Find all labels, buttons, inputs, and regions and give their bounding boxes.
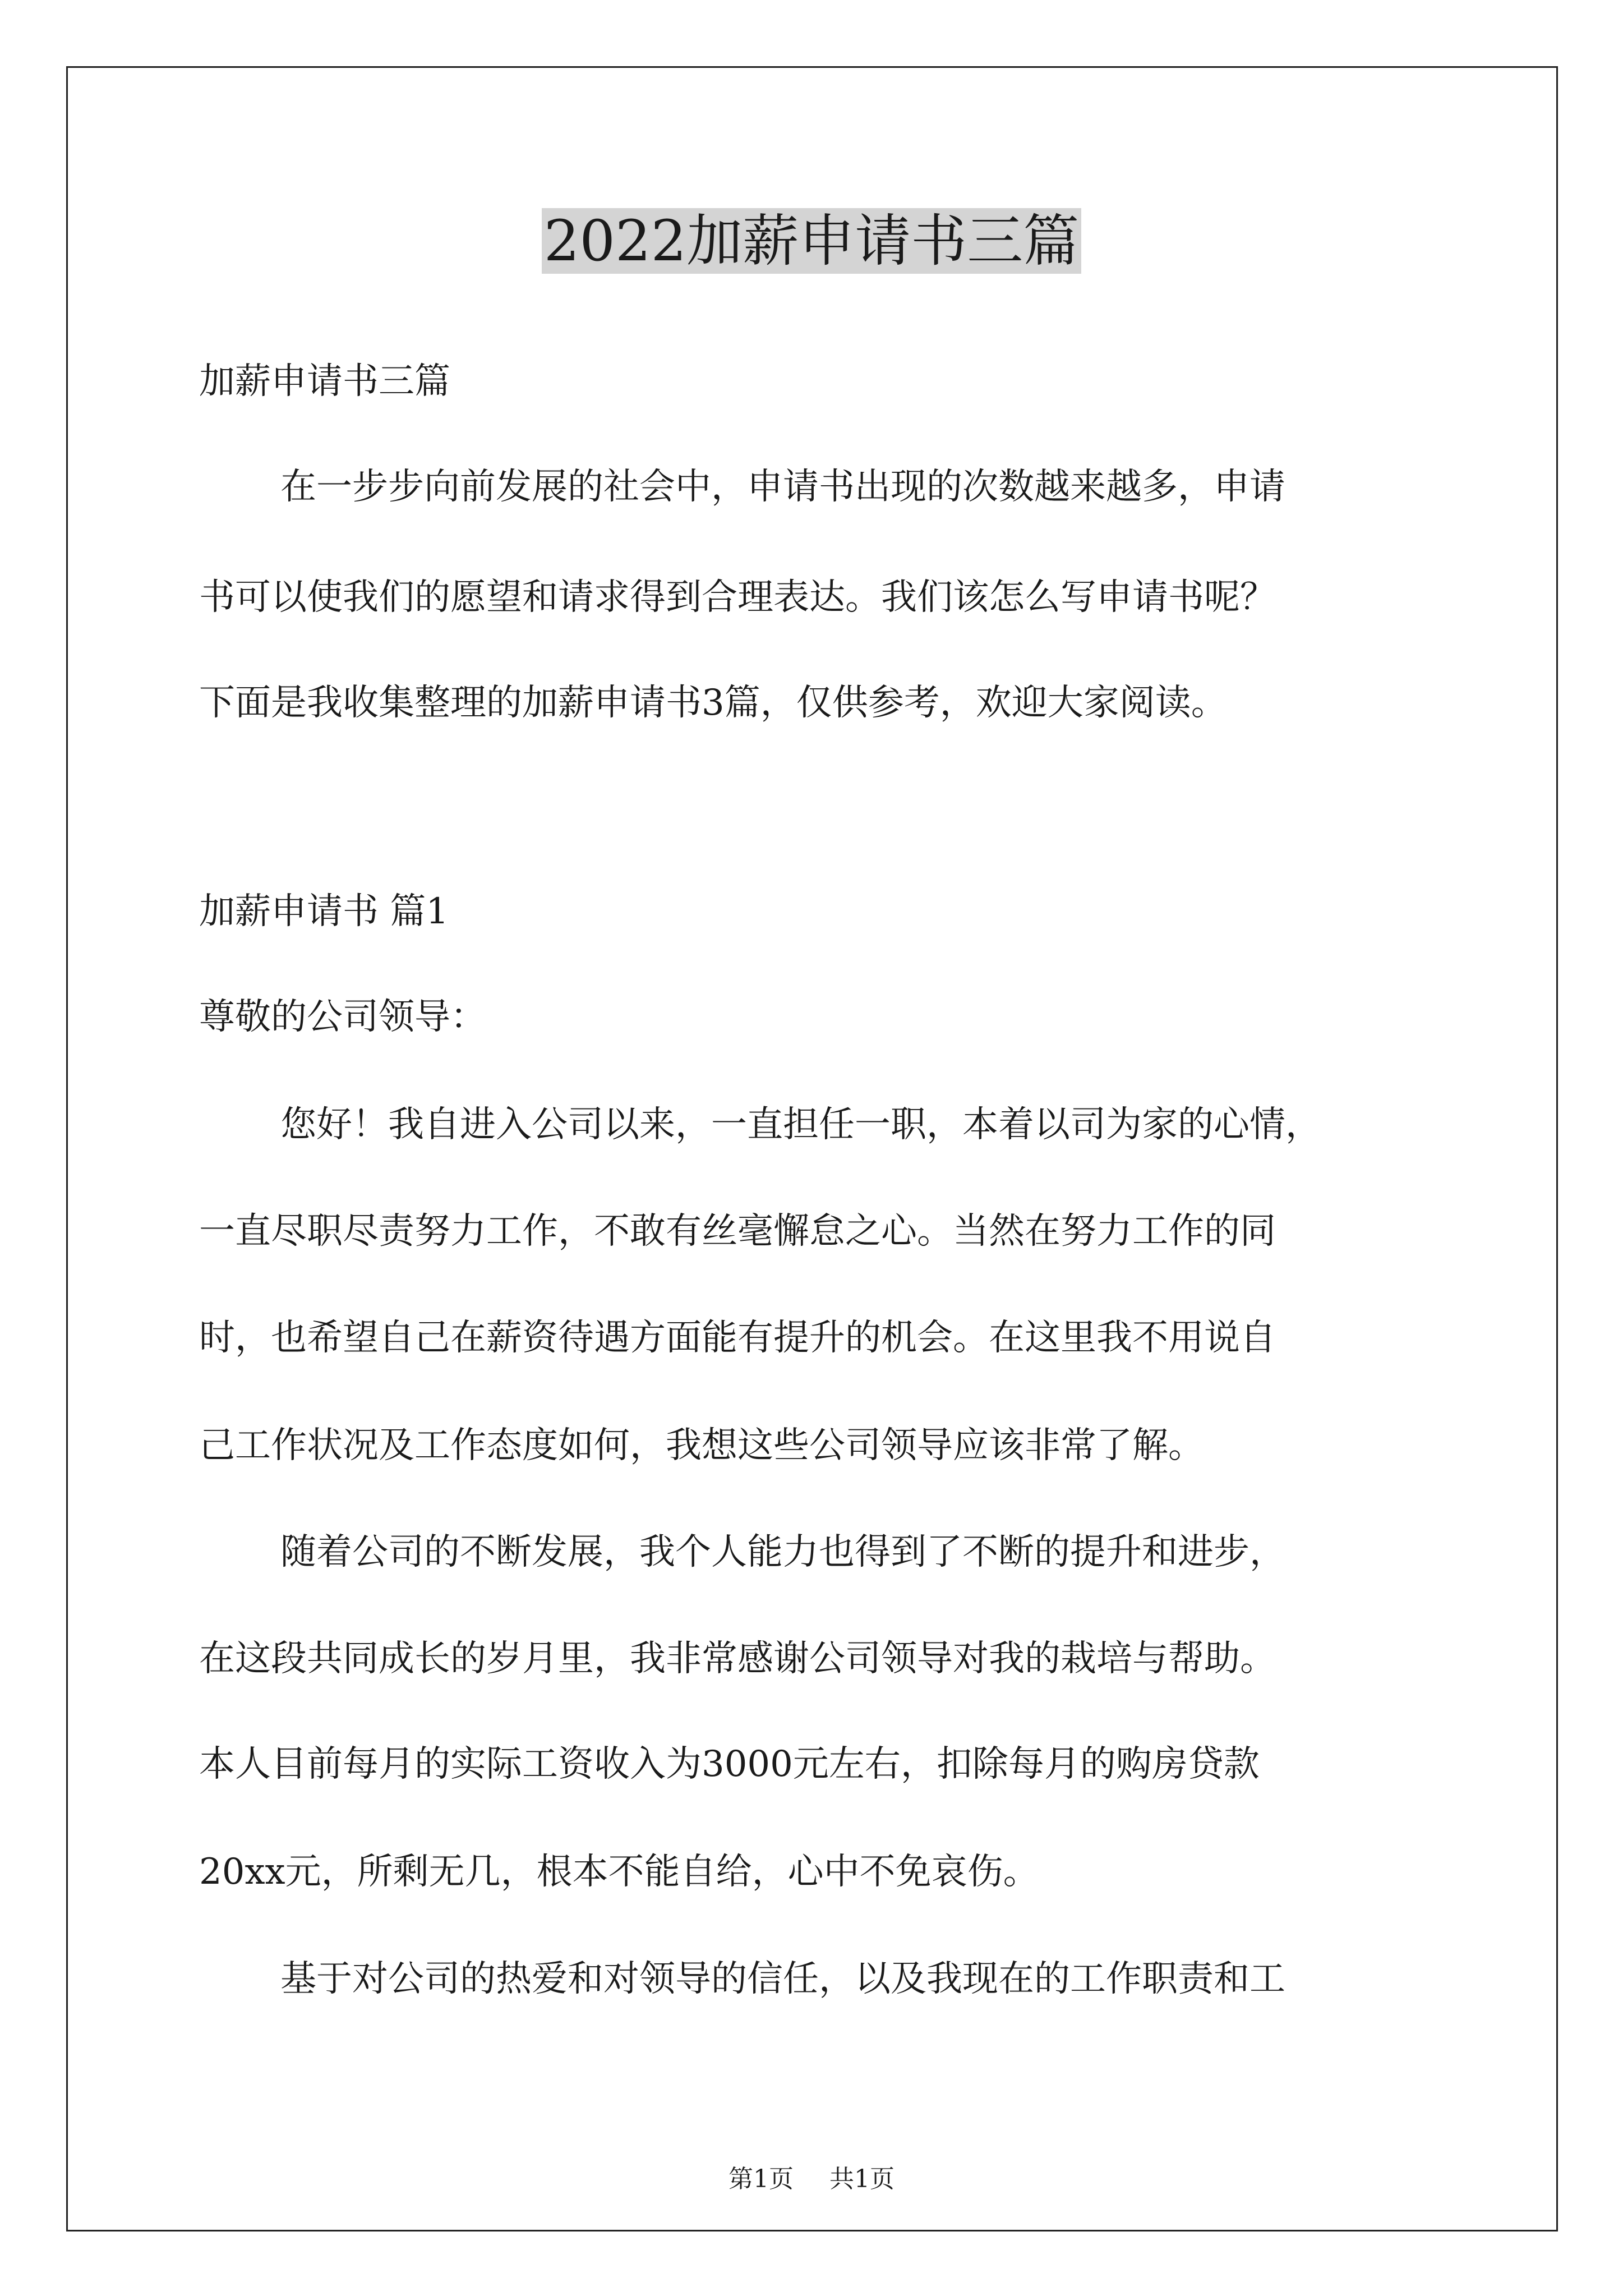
document-subtitle: 加薪申请书三篇: [199, 361, 450, 402]
intro-line-2: 书可以使我们的愿望和请求得到合理表达。我们该怎么写申请书呢？: [199, 577, 1276, 618]
body-line-1: 您好！我自进入公司以来，一直担任一职，本着以司为家的心情，: [280, 1104, 1321, 1145]
intro-line-3: 下面是我收集整理的加薪申请书3篇，仅供参考，欢迎大家阅读。: [199, 682, 1227, 724]
body-line-4: 己工作状况及工作态度如何，我想这些公司领导应该非常了解。: [199, 1425, 1204, 1466]
page-total: 共1页: [829, 2165, 895, 2193]
body-line-8: 20xx元，所剩无几，根本不能自给，心中不免哀伤。: [199, 1851, 1039, 1893]
page-number: 第1页: [728, 2165, 794, 2193]
section-heading: 加薪申请书 篇1: [199, 891, 449, 932]
document-title: [0, 202, 1623, 280]
body-line-5: 随着公司的不断发展，我个人能力也得到了不断的提升和进步，: [280, 1531, 1285, 1573]
intro-line-1: 在一步步向前发展的社会中，申请书出现的次数越来越多，申请: [280, 466, 1285, 508]
body-line-7: 本人目前每月的实际工资收入为3000元左右，扣除每月的购房贷款: [199, 1743, 1260, 1785]
body-line-6: 在这段共同成长的岁月里，我非常感谢公司领导对我的栽培与帮助。: [199, 1638, 1276, 1680]
body-line-2: 一直尽职尽责努力工作，不敢有丝毫懈怠之心。当然在努力工作的同: [199, 1211, 1276, 1252]
body-line-3: 时，也希望自己在薪资待遇方面能有提升的机会。在这里我不用说自: [199, 1317, 1276, 1359]
document-title-text: 2022加薪申请书三篇: [542, 208, 1082, 274]
body-line-9: 基于对公司的热爱和对领导的信任，以及我现在的工作职责和工: [280, 1958, 1285, 2000]
page-footer: [0, 2162, 1623, 2196]
salutation: 尊敬的公司领导：: [199, 996, 486, 1038]
